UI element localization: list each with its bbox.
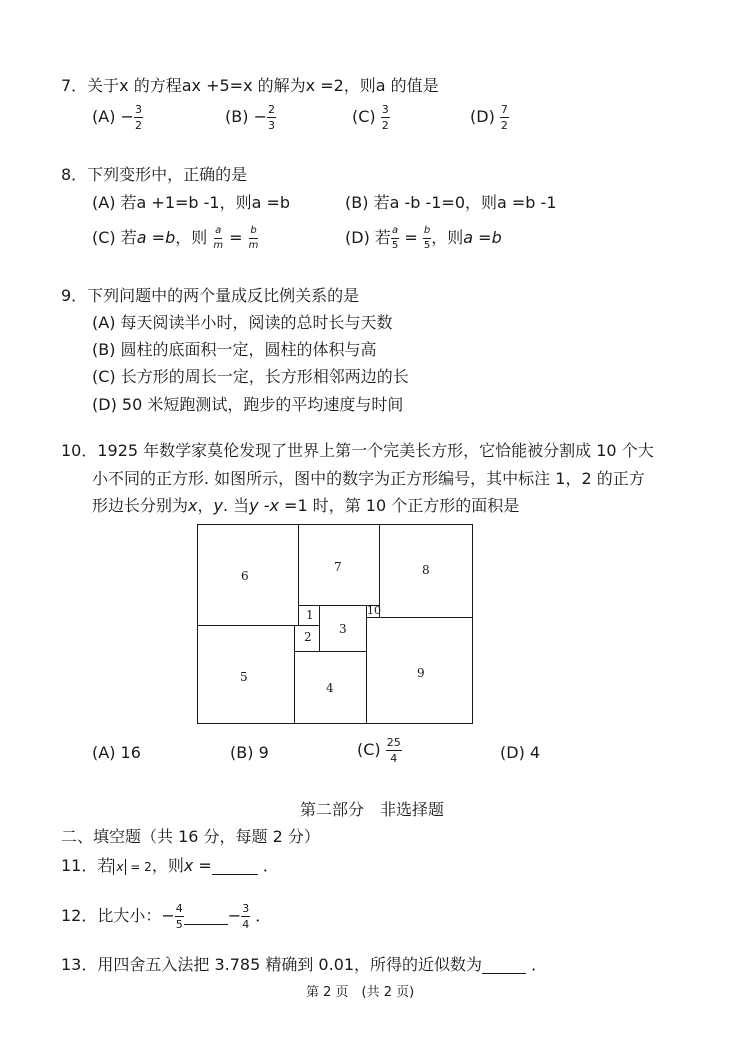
- label-4: 4: [326, 681, 334, 695]
- q9-option-b: (B) 圆柱的底面积一定，圆柱的体积与高: [92, 340, 377, 359]
- part2-heading: 第二部分 非选择题: [300, 800, 445, 819]
- q8-option-d: (D) 若 $\frac{a}{5}$ = $\frac{b}{5}$ ，则a =b: [345, 225, 502, 251]
- q13: 13．用四舍五入法把 3.785 精确到 0.01，所得的近似数为 ．: [61, 955, 548, 974]
- q12-answer-blank[interactable]: [184, 908, 228, 925]
- q10-option-b: (B) 9: [230, 743, 269, 762]
- q10-stem-line3: 形边长分别为x，y. 当y -x =1 时，第 10 个正方形的面积是: [92, 496, 520, 515]
- q7-stem: 7．关于x 的方程ax +5=x 的解为x =2，则a 的值是: [61, 76, 439, 95]
- q10-stem-line1: 10．1925 年数学家莫伦发现了世界上第一个完美长方形，它恰能被分割成 10 个大: [61, 441, 654, 460]
- section-heading: 二、填空题（共 16 分，每题 2 分）: [61, 827, 320, 846]
- q9-option-d: (D) 50 米短跑测试，跑步的平均速度与时间: [92, 395, 404, 414]
- q9-stem: 9．下列问题中的两个量成反比例关系的是: [61, 286, 360, 305]
- q9-option-c: (C) 长方形的周长一定，长方形相邻两边的长: [92, 367, 409, 386]
- q7-option-d: (D) $\frac{7}{2}$: [470, 103, 508, 132]
- q8-option-c: (C) 若a =b，则 $\frac{a}{m}$ = $\frac{b}{m}$: [92, 225, 259, 251]
- q13-answer-blank[interactable]: [482, 957, 526, 974]
- q7-option-a: (A) − $\frac{3}{2}$: [92, 103, 142, 132]
- q9-option-a: (A) 每天阅读半小时，阅读的总时长与天数: [92, 313, 393, 332]
- label-7: 7: [334, 560, 342, 574]
- q10-option-d: (D) 4: [500, 743, 541, 762]
- label-9: 9: [417, 666, 425, 680]
- label-1: 1: [306, 608, 314, 622]
- q8-option-a: (A) 若a +1=b -1，则a =b: [92, 193, 291, 212]
- q7-option-c: (C) $\frac{3}{2}$: [352, 103, 389, 132]
- label-3: 3: [339, 622, 347, 636]
- page-footer: 第 2 页 (共 2 页): [306, 985, 415, 1000]
- q8-option-b: (B) 若a -b -1=0，则a =b -1: [345, 193, 557, 212]
- q11: 11．若 x = 2，则x = ．: [61, 856, 279, 875]
- q12: 12．比大小：− $\frac{4}{5}$ − $\frac{3}{4}$ ．: [61, 902, 272, 931]
- q10-option-c: (C) $\frac{25}{4}$: [357, 736, 401, 765]
- q11-answer-blank[interactable]: [212, 858, 258, 875]
- label-5: 5: [240, 670, 248, 684]
- label-8: 8: [422, 563, 430, 577]
- q8-stem: 8．下列变形中，正确的是: [61, 165, 248, 184]
- label-6: 6: [241, 569, 249, 583]
- label-10: 10: [367, 604, 381, 617]
- q10-stem-line2: 小不同的正方形. 如图所示，图中的数字为正方形编号，其中标注 1，2 的正方: [92, 469, 645, 488]
- q10-option-a: (A) 16: [92, 743, 141, 762]
- label-2: 2: [304, 630, 312, 644]
- q7-option-b: (B) − $\frac{2}{3}$: [225, 103, 275, 132]
